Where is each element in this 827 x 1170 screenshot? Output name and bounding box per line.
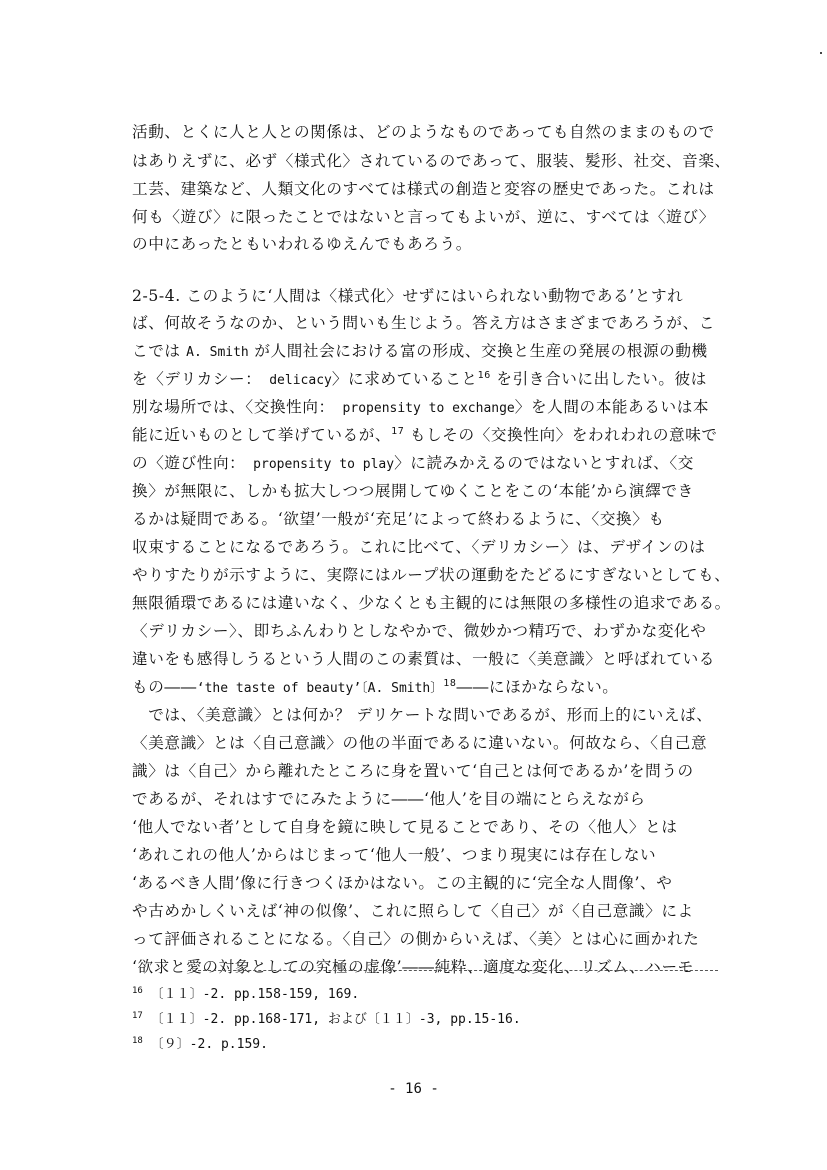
text-run: もしその〈交換性向〉をわれわれの意味で xyxy=(404,426,718,444)
author-name: A. Smith xyxy=(186,345,249,360)
text-line: では、〈美意識〉とは何か？ デリケートな問いであるが、形而上的にいえば、 xyxy=(132,706,713,724)
text-run: もの―― xyxy=(132,678,197,696)
text-line: や古めかしくいえば‘神の似像’、これに照らして〈自己〉が〈自己意識〉によ xyxy=(132,902,694,920)
footnote-text: 〔９〕-2. p.159. xyxy=(150,1037,268,1052)
text-line: 違いをも感得しうるという人間のこの素質は、一般に〈美意識〉と呼ばれている xyxy=(132,650,715,668)
text-run: の〈遊び性向： xyxy=(132,454,246,472)
text-run: こでは xyxy=(132,342,187,360)
text-line: って評価されることになる。〈自己〉の側からいえば、〈美〉とは心に画かれた xyxy=(132,930,700,948)
text-line: 〈美意識〉とは〈自己意識〉の他の半面であるに違いない。何故なら、〈自己意 xyxy=(132,734,708,752)
footnote-ref: 17 xyxy=(391,426,405,437)
text-line: 無限循環であるには違いなく、少なくとも主観的には無限の多様性の追求である。 xyxy=(132,594,731,612)
text-line xyxy=(132,396,732,420)
text-line: 活動、とくに人と人との関係は、どのようなものであっても自然のままのもので xyxy=(132,123,715,141)
text-line xyxy=(132,368,732,392)
text-line xyxy=(132,676,732,700)
footnote-item xyxy=(132,982,359,1004)
text-run: 別な場所では、〈交換性向： xyxy=(132,398,335,416)
text-line: の中にあったともいわれるゆえんでもあろう。 xyxy=(132,235,472,253)
text-line: であるが、それはすでにみたように――‘他人’を目の端にとらえながら xyxy=(132,790,646,808)
text-line xyxy=(132,340,732,364)
text-line: 工芸、建築など、人類文化のすべては様式の創造と変容の歴史であった。これは xyxy=(132,180,715,198)
footnote-text: 〔１１〕-2. pp.158-159, 169. xyxy=(150,987,360,1002)
footnote-number: 18 xyxy=(132,1036,143,1046)
text-line: ‘あれこれの他人’からはじまって‘他人一般’、つまり現実には存在しない xyxy=(132,846,657,864)
text-line xyxy=(132,452,732,476)
footnote-number: 16 xyxy=(132,986,143,996)
text-line: 識〉は〈自己〉から離れたところに身を置いて‘自己とは何であるか’を問うの xyxy=(132,762,694,780)
text-line: 〈デリカシー〉、即ちふんわりとしなやかで、微妙かつ精巧で、わずかな変化や xyxy=(132,622,707,640)
text-run: を引き合いに出したい。彼は xyxy=(490,370,707,388)
footnote-number: 17 xyxy=(132,1011,143,1021)
scan-speck xyxy=(820,52,822,54)
text-line: 何も〈遊び〉に限ったことではないと言ってもよいが、逆に、すべては〈遊び〉 xyxy=(132,208,715,226)
footnote-item xyxy=(132,1032,268,1054)
text-run: 〉に求めていること xyxy=(331,370,478,388)
text-run: 能に近いものとして挙げているが、 xyxy=(132,426,392,444)
footnote-item xyxy=(132,1007,521,1029)
text-line: ‘他人でない者’として自身を鏡に映して見ることであり、その〈他人〉とは xyxy=(132,818,678,836)
section-heading-line: 2-5-4. このように‘人間は〈様式化〉せずにはいられない動物である’とすれ xyxy=(132,287,684,305)
text-line: 収束することになるであろう。これに比べて、〈デリカシー〉は、デザインのは xyxy=(132,538,706,556)
text-line: ば、何故そうなのか、という問いも生じよう。答え方はさまざまであろうが、こ xyxy=(132,314,715,332)
text-run: が人間社会における富の形成、交換と生産の発展の根源の動機 xyxy=(248,342,708,360)
english-term: propensity to exchange xyxy=(334,401,515,416)
text-line: るかは疑問である。‘欲望’一般が‘充足’によって終わるように、〈交換〉も xyxy=(132,510,665,528)
footnote-text: 〔１１〕-2. pp.168-171, および〔１１〕-3, pp.15-16. xyxy=(150,1012,521,1027)
text-run: ――にほかならない。 xyxy=(456,678,619,696)
english-term: delicacy xyxy=(261,373,332,388)
text-run: 〉を人間の本能あるいは本 xyxy=(514,398,710,416)
text-run: を〈デリカシー： xyxy=(132,370,262,388)
footnote-ref: 16 xyxy=(477,370,491,381)
text-line: ‘あるべき人間’像に行きつくほかはない。この主観的に‘完全な人間像’、や xyxy=(132,874,673,892)
text-line: はありえずに、必ず〈様式化〉されているのであって、服装、髪形、社交、音楽、 xyxy=(132,152,731,170)
english-term: propensity to play xyxy=(245,457,395,472)
footnote-ref: 18 xyxy=(443,678,457,689)
text-line: 換〉が無限に、しかも拡大しつつ展開してゆくことをこの‘本能’から演繹でき xyxy=(132,482,694,500)
text-line xyxy=(132,424,732,446)
text-line: やりすたりが示すように、実際にはループ状の運動をたどるにすぎないとしても、 xyxy=(132,566,731,584)
text-line: ‘欲求と愛の対象としての究極の虚像’――純粋、適度な変化、リズム、ハーモ xyxy=(132,958,694,976)
text-run: 〉に読みかえるのではないとすれば、〈交 xyxy=(394,454,694,472)
english-quote: ‘the taste of beauty’〔A. Smith〕 xyxy=(196,681,444,696)
footnote-separator xyxy=(188,970,718,971)
page-number: - 16 - xyxy=(388,1081,439,1097)
